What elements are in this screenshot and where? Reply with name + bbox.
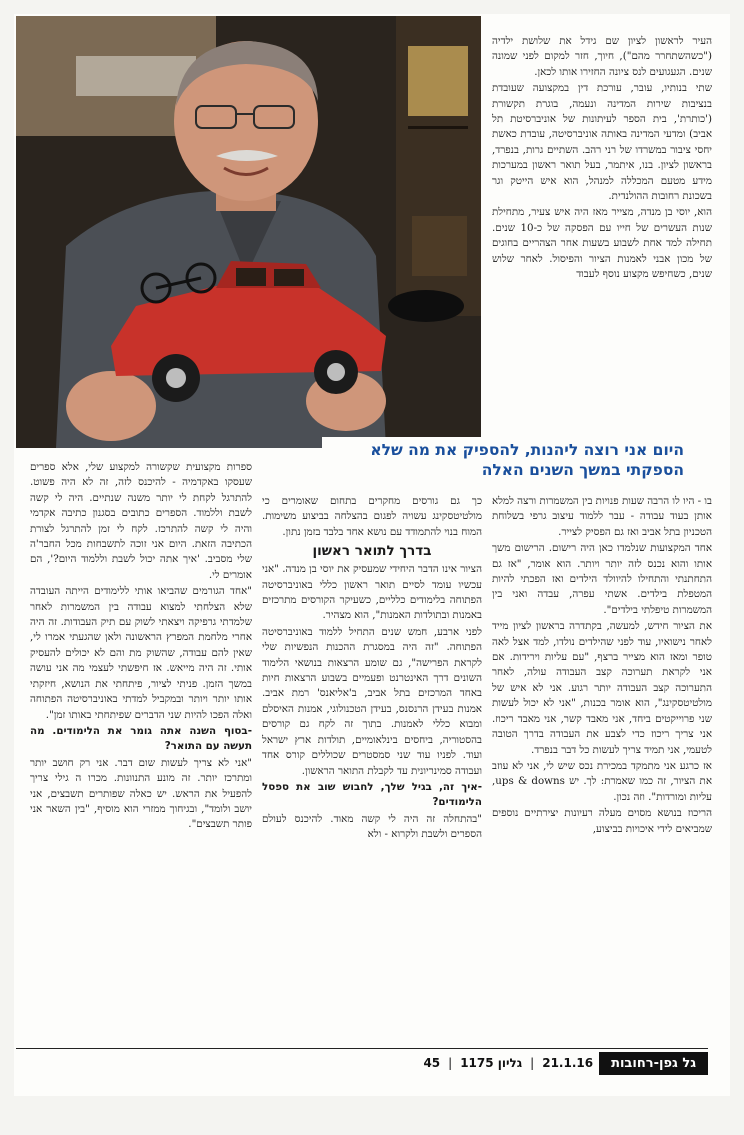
footer-divider: | [448,1056,453,1070]
issue-date: 21.1.16 [542,1056,594,1070]
interview-question: -בסוף השנה אתה גומר את הלימודים. מה תעשה עם התואר? [30,724,252,753]
paragraph: לפני ארבע, חמש שנים התחיל ללמוד באוניברסיטה הפתוחה. "זה היה במסגרת ההכנות הנפשיות שלי לקראת הפרישה", גם שומע הרצאות בנושאי הלימוד השונים דרך האינטרנט ופעמיים בשבוע הרצאות חיות באחד המרכזים בתל אביב, ב'אליאנס' רמת אביב. אמנות בעידן הרנסנס, בעידן הטכנולוגי, אמנות האיסלם ומבוא כללי לאמנות. בתוך זה לקח גם קורסים בהסטוריה, ביחסים בינלאומיים, תולדות ארץ ישראל ועוד. לפניו עוד שני סמסטרים שכוללים קורס אחד ועבודה סמינריונית עד לקבלת התואר הראשון. [262,625,482,777]
paragraph: "אחד הגורמים שהביאו אותי ללימודים הייתה העובדה שלא הצלחתי למצוא עבודה בין המשמרות לאחר שלמדתי גרפיקה ויצאתי לשוק עם תיק העבודות. זה היה אחרי מלחמת המפרץ הראשונה ולאן שהגעתי אמרו לי, שאין להם עבודה, שהשוק מת והם לא יכולים להעסיק אותי. זה היה מייאש. אז חיפשתי לעצמי מה אני עושה במשך הזמן. פניתי לציור, פיתחתי את הנושא, חיזקתי אותו יותר ויותר ובמקביל למדתי באוניברסיטה הפתוחה ואלה הפכו להיות שני הדברים שפיתחתי באותו זמן". [30,585,252,721]
article-column-left [30,460,252,1042]
paragraph: כך גם גורסים מחקרים בתחום שאומרים כי מולטיטסקינג עשויה לפגום בהצלחה בביצוע משימות. המוח בנוי להתמודד עם נושא אחד בלבד בזמן נתון. [262,495,482,538]
paragraph: את הציור חידש, למעשה, בקתדרה בראשון לציון מייד לאחר נישואיו, עוד לפני שהילדים נולדו, למד אצל לאה טופר ומאז הוא מצייר ברצף, "עם עליות וירידות. אם אני לקראת תערוכה קצב העבודה עולה, לאחר התערוכה קצב העבודה יותר רגוע. אני לא איש של מולטיטסקינג", הוא אומר בכנות, "אני לא יכול לעשות שני פרוייקטים ביחד, אני מאבד קשר, אני מאבד ריכוז. אני צריך ריכוז כדי לצבע את העבודה בדרך הטובה לטעמי, אני תמיד צריך לעשות כל דבר בנפרד. [492,620,712,756]
article-column-right-top [492,34,712,422]
photo-illustration [16,16,481,448]
issue-number: גליון 1175 [460,1056,523,1070]
paragraph: שתי בנותיו, עובר, עורכת דין במקצועה שעובדת בנציבות שירות המדינה ונעמה, בוגרת תקשורת ('כותרת', בית הספר לעיתונות של אוניברסיטת תל אביב) ומדעי המדינה באותה אוניברסיטה, עובדת כאשת יחסי ציבור במשרדו של רני רהב. השתיים גרות, בנפרד, בראשון לציון. בנו, איתמר, בעל תואר ראשון במערכות מידע מטעם המכללה למנהל, הוא איש הייטק וגר בשכונת רחובות ההולנדית. [492,82,712,203]
page-footer [16,1048,708,1077]
footer-divider: | [530,1056,535,1070]
paragraph: "בהתחלה זה היה לי קשה מאוד. להיכנס לעולם הספרים ולשבת ולקרוא - ולא [262,812,482,841]
paragraph: "אני לא צריך לעשות שום דבר. אני רק חושב יותר ומתרכז יותר. זה מונע התנוונות. מכרו ה גילי צריך להפעיל את הראש. יש כאלה שפותרים תשבצים, אני יושב ולומד", ובגיחוך ממזרי הוא מוסיף, "בין השאר אני פותר תשבצים". [30,756,252,831]
paragraph: אחד המקצועות שנלמדו כאן היה רישום. הרישום משך אותו והוא נכנס לזה יותר ויותר. הוא אומר, "אז גם התחתנתי והתחילו להיוולד הילדים ואז הפכתי להיות המטפלת בילדים. אשתי עפרה, עבדה ואני בין המשמרות טיפלתי בילדים". [492,542,712,616]
interview-question: -איך זה, בגיל שלך, לחבוש שוב את ספסל הלימודים? [262,780,482,809]
paragraph: הריכוז בנושא מסוים מעלה רעיונות יצירתיים נוספים שמביאים לידי איכויות בביצוע, [492,807,712,835]
paragraph: העיר לראשון לציון שם גידל את שלושת ילדיה ("כשהשתחרר מהם"), חיוך, חזר למקום לפני שמונה שנים. הגעגועים לנס ציונה החזירו אותו לכאן. [492,35,712,78]
section-heading: בדרך לתואר ראשון [312,543,432,560]
paragraph: הציור אינו הדבר היחידי שמעסיק את יוסי בן מנדה. "אני עכשיו עומד לסיים תואר ראשון כללי באוניברסיטה הפתוחה בלימודים כלליים, כשעיקר הקורסים מתרכזים באמנות ובתולדות האמנות", הוא מצהיר. [262,563,482,622]
article-column-right [492,494,712,1042]
paragraph: ספרות מקצועית שקשורה למקצוע שלי, אלא ספרים שעסקו באקדמיה - להיכנס לזה, זה לא היה פשוט. להתרגל לקחת לי יותר משנה שנתיים. היה לי קשה לשבת וללמוד. הספרים כתובים בסגנון כתיבה אקדמי והיה לי קשה להתרכז. לקח לי זמן להתרגל לצורת הכתיבה הזאת. היום אני זוכה לתשבחות מכל החבר'ה שלי מסביב. 'איך אתה יכול לשבת וללמוד היום?', הם אומרים לי. [30,461,252,581]
paragraph: אז כרגע אני מתמקד במכירת נכס שיש לי, אני לא עוזב את הציור, זה כמו שאמרת: לך. יש ups & downs, עליות ומורדות". וזה נכון. [492,759,712,803]
paragraph: הוא, יוסי בן מנדה, מצייר מאז היה איש צעיר, מתחילת שנות העשרים של חייו עם הפסקה של כ-10 שנים. תחילה למד אחת לשבוע בשעות אחר הצהריים בחוגים של מכון אבני לאמנות הציור והפיסול. לאחר שלוש שנים, כשחיפש מקצוע נוסף לעבוד [492,206,712,281]
article-column-middle [262,494,482,1042]
paragraph: בו - היו לו הרבה שעות פנויות בין המשמרות ורצה למלא אותן בעוד עבודה - עבר ללמוד עיצוב גרפי בשלוחת הטכניון בתל אביב ואז גם הפסיק לצייר. [492,495,712,538]
page-number: 45 [423,1056,441,1070]
publication-name: גל גפן-רחובות [599,1052,708,1075]
article-photo [16,16,481,448]
pull-quote: היום אני רוצה ליהנות, להספיק את מה שלא הספקתי במשך השנים האלה [322,437,690,484]
